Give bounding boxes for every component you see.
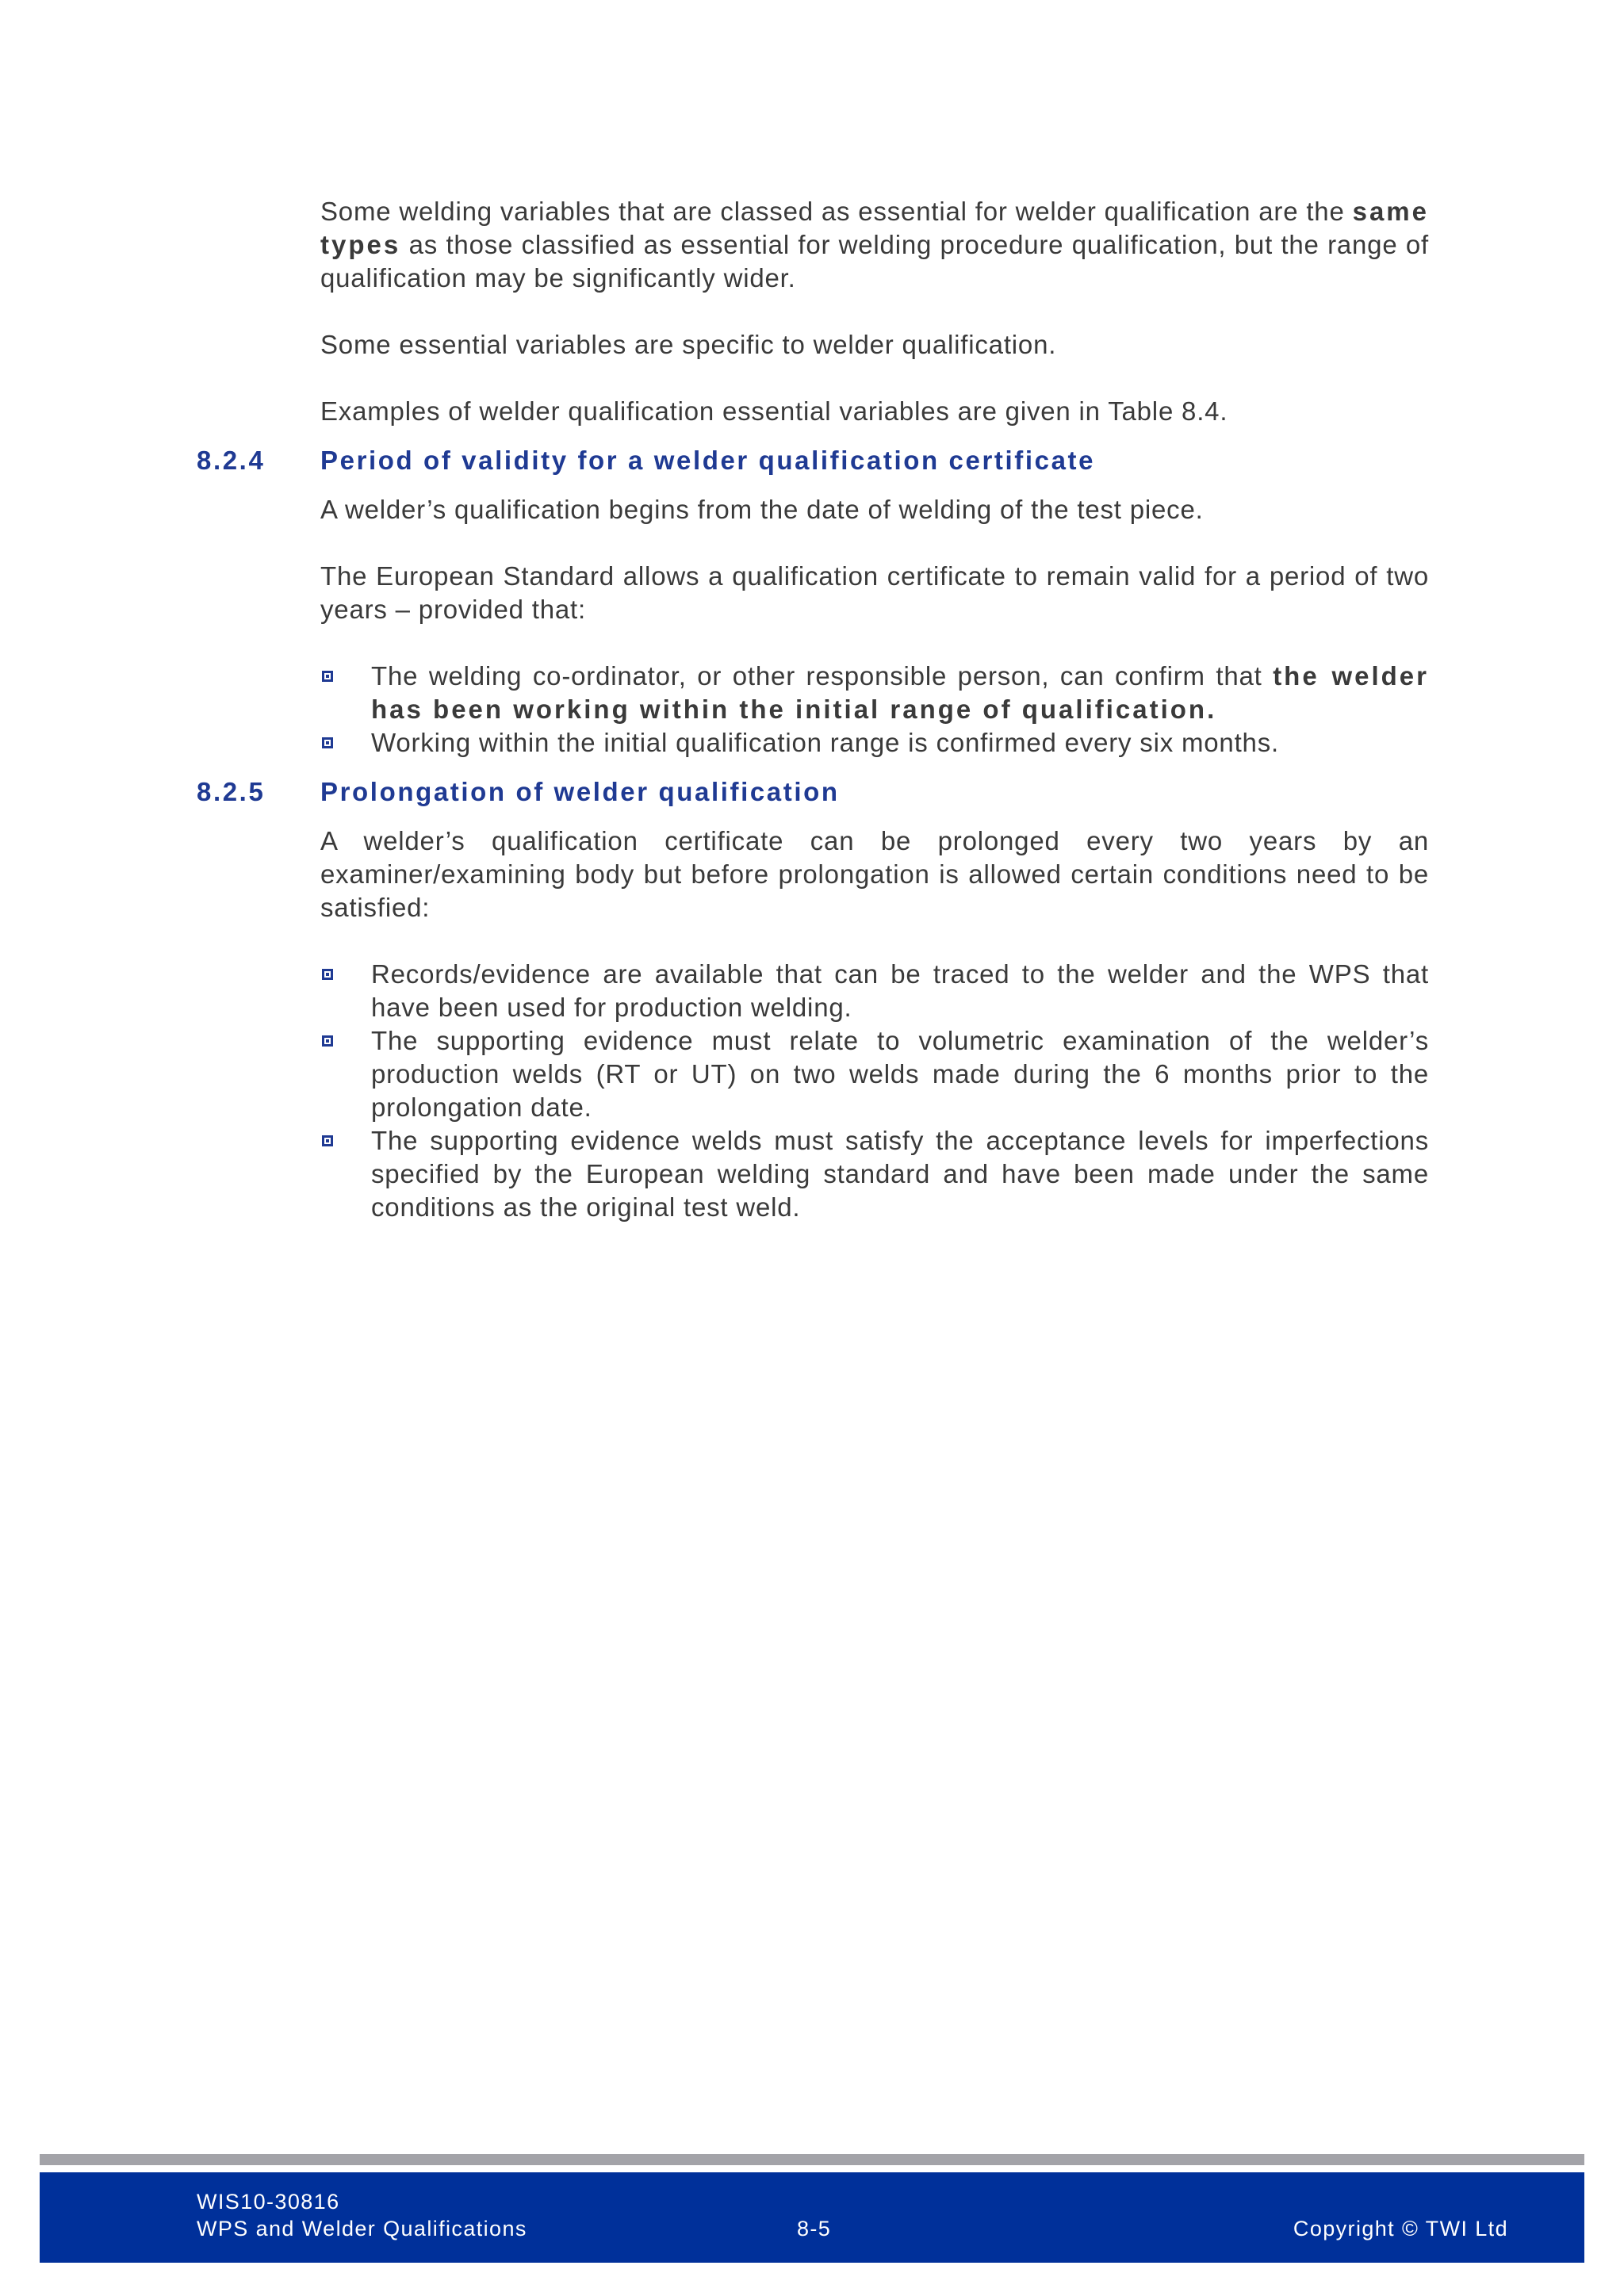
section-8-2-4-paragraph-2: The European Standard allows a qualification certificate to remain valid for a period of two years – provided that:	[320, 561, 1429, 624]
section-8-2-4-paragraph-1: A welder’s qualification begins from the date of welding of the test piece.	[320, 495, 1204, 524]
list-item	[320, 1024, 1429, 1124]
document-title: WPS and Welder Qualifications	[197, 2217, 527, 2241]
section-heading-8-2-4	[197, 444, 1429, 477]
section-8-2-5-bullet-list	[320, 958, 1429, 1224]
square-bullet-icon	[322, 737, 333, 748]
square-bullet-icon	[322, 1035, 333, 1047]
bullet-text: Working within the initial qualification range is confirmed every six months.	[371, 728, 1279, 757]
section-8-2-5-paragraph-1: A welder’s qualification certificate can be prolonged every two years by an examiner/examining body but before prolongation is allowed certain conditions need to be satisfied:	[320, 826, 1429, 922]
square-bullet-icon	[322, 1135, 333, 1146]
section-8-2-4-bullet-list	[320, 660, 1429, 760]
footer-divider	[40, 2154, 1584, 2165]
section-number-8-2-5: 8.2.5	[197, 777, 266, 806]
bullet-text: The supporting evidence welds must satisfy the acceptance levels for imperfections specified by the European welding standard and have been made under the same conditions as the original test weld.	[371, 1126, 1429, 1222]
bullet-bold-text: the welder has been working within the initial range of qualification.	[371, 661, 1429, 724]
list-item	[320, 726, 1429, 760]
document-body	[197, 195, 1429, 1257]
square-bullet-icon	[322, 671, 333, 682]
intro-bold-same-types: same types	[320, 197, 1429, 259]
page-number: 8-5	[797, 2217, 832, 2241]
list-item	[320, 1124, 1429, 1224]
list-item	[320, 660, 1429, 726]
bullet-text: The welding co-ordinator, or other responsible person, can confirm that	[371, 661, 1274, 691]
bullet-text: The supporting evidence must relate to volumetric examination of the welder’s production welds (RT or UT) on two welds made during the 6 months prior to the prolongation date.	[371, 1026, 1429, 1122]
intro-text-1b: as those classified as essential for welding procedure qualification, but the range of qualification may be significantly wider.	[320, 230, 1429, 293]
intro-paragraph-1	[320, 195, 1429, 295]
section-number-8-2-4: 8.2.4	[197, 446, 266, 475]
intro-paragraph-2: Some essential variables are specific to welder qualification.	[320, 330, 1057, 359]
square-bullet-icon	[322, 969, 333, 980]
document-code: WIS10-30816	[197, 2190, 340, 2214]
section-title-8-2-4: Period of validity for a welder qualification certificate	[320, 446, 1096, 475]
section-title-8-2-5: Prolongation of welder qualification	[320, 777, 840, 806]
page-footer	[40, 2172, 1584, 2263]
list-item	[320, 958, 1429, 1024]
copyright-notice: Copyright © TWI Ltd	[1293, 2217, 1508, 2241]
bullet-text: Records/evidence are available that can be traced to the welder and the WPS that have been used for production welding.	[371, 959, 1429, 1022]
intro-paragraph-3: Examples of welder qualification essential variables are given in Table 8.4.	[320, 396, 1228, 426]
intro-text-1a: Some welding variables that are classed as essential for welder qualification are the	[320, 197, 1353, 226]
section-heading-8-2-5	[197, 775, 1429, 809]
